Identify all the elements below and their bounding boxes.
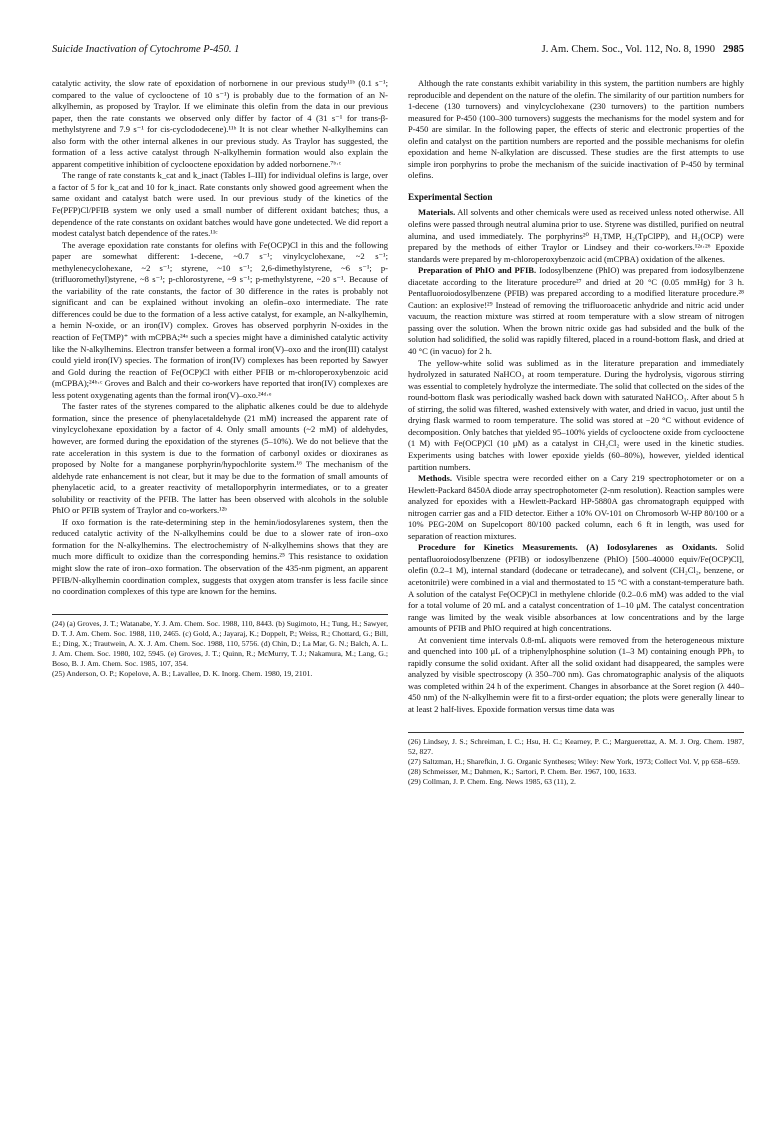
paragraph: The range of rate constants k_cat and k_inact (Tables I–III) for individual olefins is large, over a factor of 5 for k_cat and 10 for k_inact. Rate constants only showed good agreement when the same oxidant and catalyst batch were used. In our previous study of the kinetics of the Fe(PFP)Cl/PFIB system we only used a small number of different oxidant batches; thus, a dependence of the rate constants on oxidant batches would have gone undetected. We did report a modest catalyst batch dependence of the rates.¹¹ᶜ xyxy=(52,170,388,239)
paragraph-methods xyxy=(408,473,744,542)
footnotes xyxy=(52,614,388,680)
reference: (25) Anderson, O. P.; Kopelove, A. B.; Lavallee, D. K. Inorg. Chem. 1980, 19, 2101. xyxy=(52,669,313,679)
paragraph-text: Visible spectra were recorded either on a Cary 219 spectrophotometer or on a Hewlett-Packard 8450A diode array spectrophotometer (2-nm resolution). Reaction samples were analyzed for epoxides with a Hewlett-Packard HP-5880A gas chromatograph equipped with nitrogen carrier gas and a FID detector. Either a 10% OV-101 on Chromosorb W-HP 80/100 or a 10% PEG-20M on Supelcoport 80/100 packed column, each 6 ft in length, was used for separation of reaction mixtures. xyxy=(408,473,745,541)
reference: (27) Saltzman, H.; Sharefkin, J. G. Organic Syntheses; Wiley: New York, 1973; Collect Vol. V, pp 658–659. xyxy=(408,756,740,766)
paragraph: The faster rates of the styrenes compared to the aliphatic alkenes could be due to aldehyde formation, since the presence of phenylacetaldehyde (21 mM) increased the apparent rate of vinylcyclohexane epoxidation by a factor of 4. Only small amounts (~2 mM) of aldehydes, however, are formed during the epoxidation of the styrenes (5–10%). We do not believe that the rate acceleration in this system is due to the formation of carbonyl oxides or dioxiranes as proposed by Nolte for a manganese porphyrin/hypochlorite system.¹⁶ The mechanism of the aldehyde rate enhancement is not clear, but it may be due to the formation of small amounts of phenylacetic acid, to a greater reactivity of metalloporphyrin intermediates, or to a greater solubility or reactivity of the PFIB. The latter has been observed with alcohols in the soluble PhIO or PFIB system of Traylor and co-workers.¹²ᵇ xyxy=(52,401,388,516)
paragraph-preparation xyxy=(408,265,744,357)
run-in-heading: Preparation of PhIO and PFIB. xyxy=(418,265,537,276)
reference: (28) Schmeisser, M.; Dahmen, K.; Sartori, P. Chem. Ber. 1967, 100, 1633. xyxy=(408,766,637,776)
run-in-heading: Materials. xyxy=(418,207,456,218)
page-number: 2985 xyxy=(723,44,744,55)
reference: (29) Collman, J. P. Chem. Eng. News 1985, 63 (11), 2. xyxy=(408,776,576,786)
reference: (24) (a) Groves, J. T.; Watanabe, Y. J. Am. Chem. Soc. 1988, 110, 8443. (b) Sugimoto, H.; Tung, H.; Sawyer, D. T. J. Am. Chem. Soc. 1988, 110, 2465. (c) Gold, A.; Jayaraj, K.; Doppelt, P.; Weiss, R.; Chottard, G.; Bill, E.; Ding, X.; Trautwein, A. X. J. Am. Chem. Soc. 1988, 110, 5756. (d) Chin, D.; La Mar, G. N.; Balch, A. L. J. Am. Chem. Soc. 1980, 102, 5945. (e) Groves, J. T.; Quinn, R.; McMurry, T. J.; Nakamura, M.; Lang, G.; Boso, B. J. Am. Chem. Soc. 1985, 107, 354. xyxy=(52,618,388,668)
run-in-heading: Procedure for Kinetics Measurements. (A) Iodosylarenes as Oxidants. xyxy=(418,542,718,553)
running-header xyxy=(52,44,744,64)
paragraph: At convenient time intervals 0.8-mL aliquots were removed from the heterogeneous mixture and quenched into 100 μL of a triphenylphosphine solution (1–3 M) containing enough PPh₃ to rapidly consume the solid oxidant. After all the solid oxidant had disappeared, the samples were analyzed by visible spectroscopy (λ 350–700 nm). Gas chromatographic analysis of the aliquots was completed within 24 h of the experiment. Changes in absorbance at the Soret region (λ 440–450 nm) of the N-alkylhemin were fit to a first-order equation; the plots were generally linear to at least 2 half-lives. Epoxide formation versus time data was xyxy=(408,634,744,714)
paragraph: If oxo formation is the rate-determining step in the hemin/iodosylarenes system, then the reduced catalytic activity of the N-alkylhemins could be due to a slower rate of iron–oxo formation for the N-alkylhemins. The electrochemistry of N-alkylhemins shows that they are much more difficult to oxidize than the corresponding hemins.²⁵ This resistance to oxidation might slow the rate of iron–oxo formation. The observation of the 435-nm pigment, an apparent PFIB/N-alkylhemin coordination complex, suggests that oxygen atom transfer is less facile since no coordination complexes of this type are known for the hemins. xyxy=(52,516,388,597)
paragraph: The yellow-white solid was sublimed as in the literature preparation and immediately hydrolyzed in saturated NaHCO₃ at room temperature. During the hydrolysis, vigorous stirring was essential to completely hydrolyze the intermediate. The solid that collected on the sides of the round-bottom flask was periodically washed back down with saturated NaHCO₃. After about 5 h of stirring, the solid was filtered, washed extensively with water, and dried in vacuo, just until the drying flask warmed to room temperature. The solid was stored at −20 °C without evidence of decomposition. Only batches that yielded 95–100% yields of cyclooctene oxide from cyclooctene (1 M) with Fe(OCP)Cl (10 μM) as a catalyst in CH₂Cl₂ were used in the kinetic studies. Experiments using batches with lower epoxide yields (60–80%), however, yielded identical partition numbers. xyxy=(408,357,744,472)
left-column xyxy=(52,78,388,787)
reference: (26) Lindsey, J. S.; Schreiman, I. C.; Hsu, H. C.; Kearney, P. C.; Marguerettaz, A. M. J. Org. Chem. 1987, 52, 827. xyxy=(408,736,744,756)
paragraph-text: Solid pentafluoroiodosylbenzene (PFIB) or iodosylbenzene (PhIO) [500–40000 equiv/Fe(OCP)Cl], olefin (0.2–1 M), internal standard (dodecane or tetradecane), and solvent (CH₂Cl₂, benzene, or acetonitrile) were combined in a vial and thermostated to 15 °C with a constant-temperature bath. A solution of the catalyst Fe(OCP)Cl in methylene chloride (0.2–0.6 mM) was added to the vial for a total volume of 20 mL and a catalyst concentration of 1–10 μM. The catalyst concentration range was limited by the weak visible absorbances at low concentrations and by the large amounts of PFIB and PhIO required at high concentrations. xyxy=(408,542,745,634)
paragraph: Although the rate constants exhibit variability in this system, the partition numbers are highly reproducible and dependent on the nature of the olefin. The similarity of our partition numbers for 1-decene (130 turnovers) and vinylcyclohexane (230 turnovers) to the partition numbers measured for P-450 (100–300 turnovers) suggests the mechanisms for the model system and for P-450 are similar. In the following paper, the effects of steric and electronic properties of the olefin and catalyst on the partition numbers are reported and the possible mechanisms for olefin epoxidation and heme N-alkylation are discussed. These studies are the first attempts to use simple iron porphyrins to probe the mechanism of the suicide inactivation of P-450 by terminal olefins. xyxy=(408,78,744,181)
paragraph-text: All solvents and other chemicals were used as received unless noted otherwise. All olefins were passed through neutral alumina prior to use. Styrene was distilled, purified on neutral alumina, and used immediately. The porphyrins²⁰ H₂TMP, H₂(TpClPP), and H₂(OCP) were prepared by the methods of either Traylor or Lindsey and their co-workers.¹²ᵃ·²⁶ Epoxide standards were prepared by m-chloroperoxybenzoic acid (mCPBA) oxidation of the alkenes. xyxy=(408,207,744,264)
paragraph: catalytic activity, the slow rate of epoxidation of norbornene in our previous study¹¹ᵇ (0.1 s⁻¹; compared to the value of cyclooctene of 10 s⁻¹) is probably due to the formation of an N-alkylhemin, as proposed by Traylor. If we eliminate this olefin from the data in our previous paper, then the rate constants we observed only differ by factor of 4 (31 s⁻¹ for trans-β-methylstyrene and 7.9 s⁻¹ for cis-cyclododecene).¹¹ᵇ It is not clear whether N-alkylhemins can also form with the other internal alkenes in our previous study. As Traylor has suggested, the formation of a less active catalyst through N-alkylhemin formation would also explain the apparent competitive inhibition of cyclooctene epoxidation by added norbornene.⁷ᵇ·ᶜ xyxy=(52,78,388,169)
paragraph-materials xyxy=(408,207,744,265)
header-journal-citation xyxy=(542,44,744,55)
paragraph-procedure xyxy=(408,542,744,634)
two-column-body xyxy=(52,78,744,787)
run-in-heading: Methods. xyxy=(418,473,452,484)
header-article-title: Suicide Inactivation of Cytochrome P-450. 1 xyxy=(52,44,240,55)
footnotes xyxy=(408,732,744,787)
paragraph-text: Iodosylbenzene (PhIO) was prepared from iodosylbenzene diacetate according to the literature procedure²⁷ and dried at 20 °C (0.05 mmHg) for 3 h. Pentafluoroiodosylbenzene (PFIB) was prepared according to a modified literature procedure.²⁸ Caution: an explosive!²⁹ Instead of removing the trifluoroacetic anhydride and nitric acid under vacuum, the reaction mixture was stirred at room temperature with a slow stream of nitrogen passing over the solution. When the brown nitric oxide gas had subsided and the bulk of the solution had solidified, the solid was rapidly filtered, placed in a round-bottom flask, and dried at 40 °C (in vacuo) for 2 h. xyxy=(408,265,744,357)
right-column xyxy=(408,78,744,787)
section-heading: Experimental Section xyxy=(408,191,493,202)
paragraph: The average epoxidation rate constants for olefins with Fe(OCP)Cl in this and the following paper are somewhat different: 1-decene, ~0.7 s⁻¹; vinylcyclohexane, ~2 s⁻¹; methylenecyclohexane, ~2 s⁻¹; styrene, ~10 s⁻¹; 2,6-dimethylstyrene, ~6 s⁻¹; p-(trifluoromethyl)styrene, ~8 s⁻¹; p-chlorostyrene, ~9 s⁻¹; p-methylstyrene, ~20 s⁻¹. Because of the variability of the rate constants, the factor of 30 difference in the rates is probably not significant and can be explained without invoking an olefin–oxo intermediate. The rate differences could be due to the formation of a less active catalyst, for example, an N-alkylhemin, a hemin N-oxide, or an iron(IV) complex. Groves has observed porphyrin N-oxides in the reaction of Fe(TMP)⁺ with mCPBA;²⁴ᵃ such a species might have a diminished catalytic activity like the N-alkylhemins. Electron transfer between a formal iron(V)–oxo and the iron(III) catalyst could yield iron(IV) species. The formation of iron(IV) complexes has been reported by Sawyer and Gold during the reaction of Fe(OCP)Cl with either PFIB or m-chloroperoxybenzoic acid (mCPBA);²⁴ᵇ·ᶜ Groves and Balch and their co-workers have reported that iron(IV) complexes are less potent oxygenating agents than the formal iron(V)–oxo.²⁴ᵈ·ᵉ xyxy=(52,239,388,400)
journal-citation: J. Am. Chem. Soc., Vol. 112, No. 8, 1990 xyxy=(541,44,715,55)
